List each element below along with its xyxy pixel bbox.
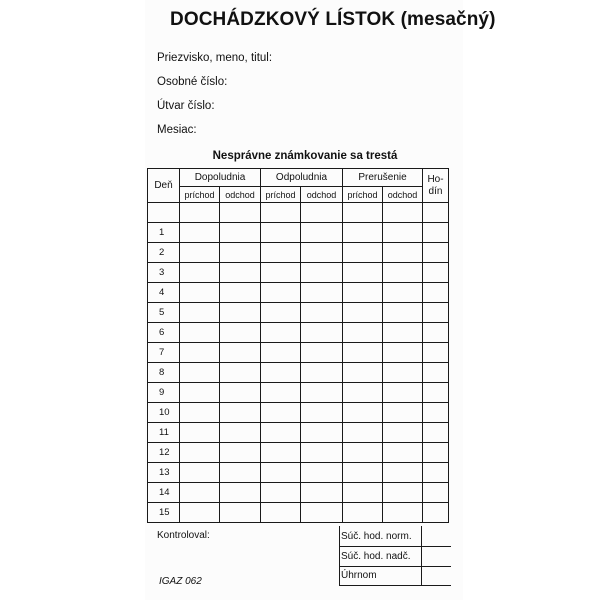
afternoon-departure-header: odchod xyxy=(301,187,343,203)
table-cell[interactable] xyxy=(301,503,343,523)
day-number: 3 xyxy=(148,263,180,283)
table-cell[interactable] xyxy=(343,403,383,423)
table-cell[interactable] xyxy=(180,363,220,383)
table-cell[interactable] xyxy=(301,383,343,403)
table-cell[interactable] xyxy=(180,403,220,423)
table-cell[interactable] xyxy=(301,483,343,503)
table-row xyxy=(148,403,449,423)
table-cell xyxy=(261,203,301,223)
table-cell[interactable] xyxy=(301,443,343,463)
table-cell[interactable] xyxy=(423,503,449,523)
table-cell[interactable] xyxy=(301,263,343,283)
day-number: 10 xyxy=(148,403,180,423)
table-cell[interactable] xyxy=(383,463,423,483)
table-cell[interactable] xyxy=(343,243,383,263)
day-number: 9 xyxy=(148,383,180,403)
table-cell[interactable] xyxy=(220,463,261,483)
table-cell[interactable] xyxy=(383,343,423,363)
table-cell[interactable] xyxy=(383,223,423,243)
table-cell[interactable] xyxy=(220,343,261,363)
day-column-header: Deň xyxy=(148,169,180,203)
table-cell[interactable] xyxy=(261,503,301,523)
morning-arrival-header: príchod xyxy=(180,187,220,203)
table-cell[interactable] xyxy=(423,223,449,243)
table-cell[interactable] xyxy=(301,223,343,243)
table-cell[interactable] xyxy=(423,263,449,283)
table-cell[interactable] xyxy=(301,303,343,323)
day-number: 4 xyxy=(148,283,180,303)
table-cell[interactable] xyxy=(423,323,449,343)
total-hours-label: Úhrnom xyxy=(341,570,377,581)
table-cell[interactable] xyxy=(383,443,423,463)
table-cell[interactable] xyxy=(261,423,301,443)
table-cell[interactable] xyxy=(261,483,301,503)
table-cell[interactable] xyxy=(220,423,261,443)
table-cell[interactable] xyxy=(383,263,423,283)
table-cell xyxy=(301,203,343,223)
table-cell[interactable] xyxy=(261,283,301,303)
table-cell xyxy=(383,203,423,223)
table-cell xyxy=(423,203,449,223)
table-cell[interactable] xyxy=(383,323,423,343)
table-row xyxy=(148,443,449,463)
table-cell[interactable] xyxy=(343,323,383,343)
footer-divider xyxy=(339,566,451,567)
table-cell[interactable] xyxy=(180,483,220,503)
hours-header-text: Ho- dín xyxy=(427,173,444,197)
table-cell[interactable] xyxy=(383,423,423,443)
table-cell[interactable] xyxy=(180,503,220,523)
afternoon-group-header: Odpoludnia xyxy=(261,169,343,187)
table-cell[interactable] xyxy=(180,243,220,263)
table-cell[interactable] xyxy=(423,363,449,383)
table-cell[interactable] xyxy=(180,263,220,283)
table-cell[interactable] xyxy=(261,243,301,263)
day-number: 6 xyxy=(148,323,180,343)
footer-divider xyxy=(339,546,451,547)
table-cell[interactable] xyxy=(423,303,449,323)
table-cell[interactable] xyxy=(261,303,301,323)
table-cell[interactable] xyxy=(423,283,449,303)
table-cell[interactable] xyxy=(343,383,383,403)
table-cell[interactable] xyxy=(180,283,220,303)
table-cell[interactable] xyxy=(301,243,343,263)
department-field-label: Útvar číslo: xyxy=(157,100,215,112)
table-cell xyxy=(343,203,383,223)
table-cell xyxy=(220,203,261,223)
table-cell[interactable] xyxy=(261,443,301,463)
table-cell[interactable] xyxy=(220,483,261,503)
document-title: DOCHÁDZKOVÝ LÍSTOK (mesačný) xyxy=(170,9,496,30)
table-cell[interactable] xyxy=(220,443,261,463)
attendance-table-body xyxy=(148,203,449,523)
day-number: 8 xyxy=(148,363,180,383)
table-cell[interactable] xyxy=(383,483,423,503)
hours-column-header xyxy=(423,169,449,203)
table-cell[interactable] xyxy=(383,403,423,423)
table-cell[interactable] xyxy=(180,343,220,363)
table-cell[interactable] xyxy=(343,363,383,383)
table-cell[interactable] xyxy=(423,463,449,483)
table-cell[interactable] xyxy=(343,443,383,463)
day-number: 15 xyxy=(148,503,180,523)
table-cell[interactable] xyxy=(220,403,261,423)
break-end-header: odchod xyxy=(383,187,423,203)
table-cell[interactable] xyxy=(343,283,383,303)
table-cell xyxy=(180,203,220,223)
table-cell[interactable] xyxy=(261,343,301,363)
table-cell[interactable] xyxy=(180,223,220,243)
day-number: 1 xyxy=(148,223,180,243)
table-cell[interactable] xyxy=(261,323,301,343)
table-cell[interactable] xyxy=(261,263,301,283)
footer-divider xyxy=(421,526,422,586)
table-row-spacer xyxy=(148,203,449,223)
table-row xyxy=(148,483,449,503)
table-cell[interactable] xyxy=(383,283,423,303)
break-start-header: príchod xyxy=(343,187,383,203)
table-cell[interactable] xyxy=(343,223,383,243)
warning-text: Nesprávne známkovanie sa trestá xyxy=(212,150,398,162)
day-number: 2 xyxy=(148,243,180,263)
footer-divider xyxy=(339,585,451,586)
table-row xyxy=(148,303,449,323)
table-cell[interactable] xyxy=(261,363,301,383)
table-row xyxy=(148,363,449,383)
table-row xyxy=(148,323,449,343)
personal-number-field-label: Osobné číslo: xyxy=(157,76,228,88)
table-cell[interactable] xyxy=(261,463,301,483)
day-number: 7 xyxy=(148,343,180,363)
table-row xyxy=(148,423,449,443)
table-cell xyxy=(148,203,180,223)
table-row xyxy=(148,383,449,403)
form-code: IGAZ 062 xyxy=(159,576,202,587)
table-row xyxy=(148,243,449,263)
table-cell[interactable] xyxy=(423,443,449,463)
day-number: 12 xyxy=(148,443,180,463)
table-cell[interactable] xyxy=(343,463,383,483)
table-cell[interactable] xyxy=(423,483,449,503)
table-cell[interactable] xyxy=(423,383,449,403)
footer-divider xyxy=(339,526,340,586)
table-cell[interactable] xyxy=(180,303,220,323)
table-cell[interactable] xyxy=(180,443,220,463)
table-cell[interactable] xyxy=(301,363,343,383)
table-cell[interactable] xyxy=(180,423,220,443)
table-cell[interactable] xyxy=(343,423,383,443)
attendance-table xyxy=(147,168,449,523)
table-cell[interactable] xyxy=(180,383,220,403)
day-number: 5 xyxy=(148,303,180,323)
table-cell[interactable] xyxy=(423,243,449,263)
table-row xyxy=(148,223,449,243)
day-number: 13 xyxy=(148,463,180,483)
table-cell[interactable] xyxy=(261,223,301,243)
table-cell[interactable] xyxy=(220,323,261,343)
table-cell[interactable] xyxy=(383,363,423,383)
table-cell[interactable] xyxy=(343,483,383,503)
day-number: 11 xyxy=(148,423,180,443)
break-group-header: Prerušenie xyxy=(343,169,423,187)
table-cell[interactable] xyxy=(383,243,423,263)
table-cell[interactable] xyxy=(343,503,383,523)
afternoon-arrival-header: príchod xyxy=(261,187,301,203)
table-cell[interactable] xyxy=(343,303,383,323)
table-cell[interactable] xyxy=(423,343,449,363)
table-cell[interactable] xyxy=(220,243,261,263)
table-cell[interactable] xyxy=(220,503,261,523)
morning-group-header: Dopoludnia xyxy=(180,169,261,187)
table-cell[interactable] xyxy=(220,363,261,383)
table-cell[interactable] xyxy=(343,343,383,363)
checked-by-label: Kontroloval: xyxy=(157,530,210,541)
table-cell[interactable] xyxy=(220,283,261,303)
table-cell[interactable] xyxy=(220,223,261,243)
table-cell[interactable] xyxy=(301,343,343,363)
table-cell[interactable] xyxy=(261,403,301,423)
table-cell[interactable] xyxy=(220,383,261,403)
table-row xyxy=(148,283,449,303)
table-cell[interactable] xyxy=(383,383,423,403)
table-cell[interactable] xyxy=(301,283,343,303)
table-row xyxy=(148,503,449,523)
table-cell[interactable] xyxy=(180,463,220,483)
table-cell[interactable] xyxy=(423,403,449,423)
table-row xyxy=(148,263,449,283)
table-cell[interactable] xyxy=(301,323,343,343)
table-cell[interactable] xyxy=(220,303,261,323)
day-number: 14 xyxy=(148,483,180,503)
sum-normal-hours-label: Súč. hod. norm. xyxy=(341,531,412,542)
table-cell[interactable] xyxy=(423,423,449,443)
name-field-label: Priezvisko, meno, titul: xyxy=(157,52,273,64)
table-row xyxy=(148,343,449,363)
sum-overtime-hours-label: Súč. hod. nadč. xyxy=(341,551,411,562)
table-cell[interactable] xyxy=(220,263,261,283)
table-cell[interactable] xyxy=(383,503,423,523)
table-cell[interactable] xyxy=(301,463,343,483)
table-cell[interactable] xyxy=(261,383,301,403)
morning-departure-header: odchod xyxy=(220,187,261,203)
table-cell[interactable] xyxy=(180,323,220,343)
table-cell[interactable] xyxy=(301,423,343,443)
table-row xyxy=(148,463,449,483)
table-cell[interactable] xyxy=(343,263,383,283)
table-cell[interactable] xyxy=(301,403,343,423)
table-cell[interactable] xyxy=(383,303,423,323)
month-field-label: Mesiac: xyxy=(157,124,197,136)
